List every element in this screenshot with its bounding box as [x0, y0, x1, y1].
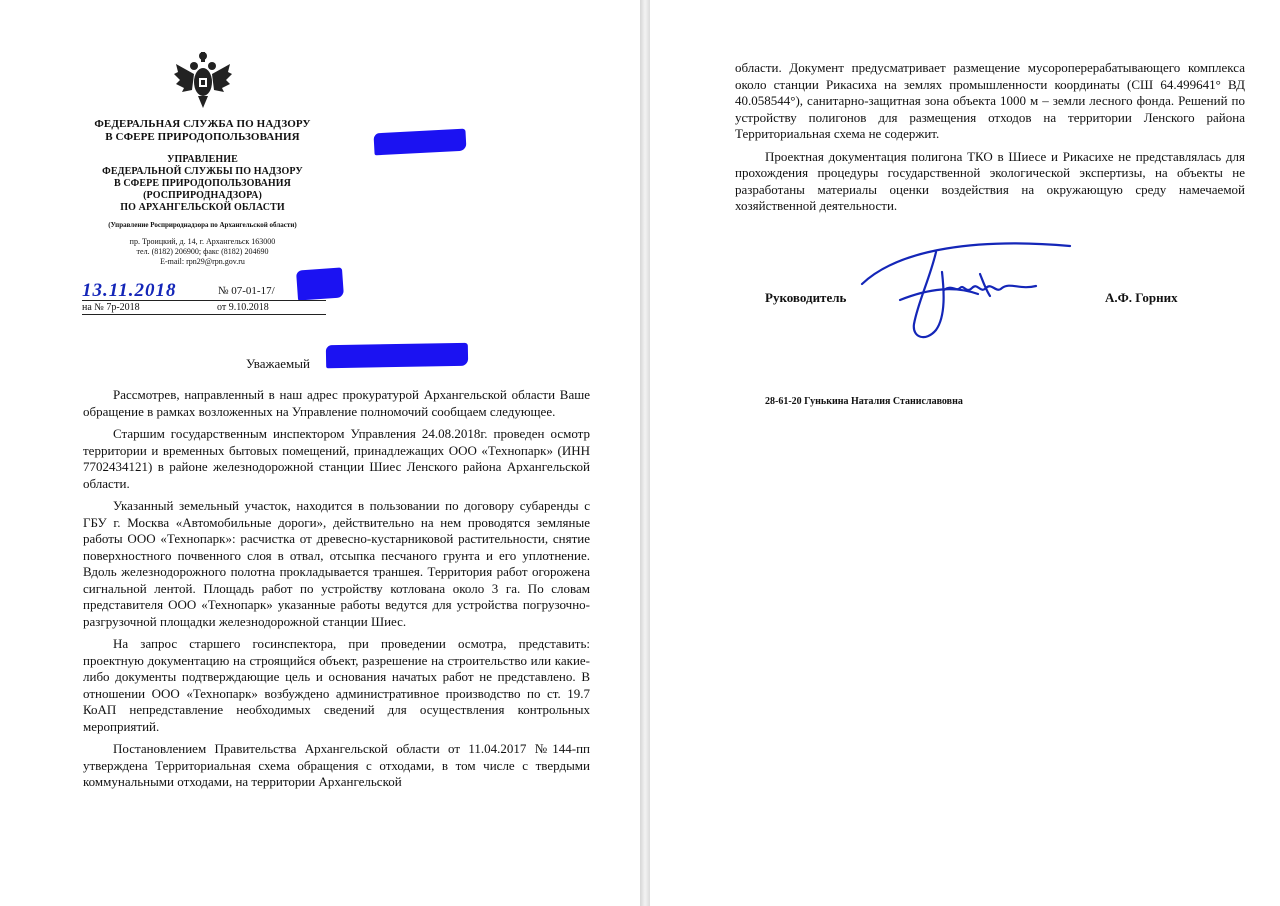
redaction-mark: [326, 343, 468, 368]
executor-contact: 28-61-20 Гунькина Наталия Станиславовна: [765, 396, 963, 407]
department-contacts: [70, 237, 335, 267]
paragraph: Старшим государственным инспектором Управления 24.08.2018г. проведен осмотр территории и временных бытовых помещений, принадлежащих ООО «Технопарк» (ИНН 7702434121) в районе железнодорожной станции Шиес Ленского района Архангельской области.: [83, 426, 590, 491]
paragraph: Проектная документация полигона ТКО в Шиесе и Рикасихе не представлялась для прохождения процедуры государственной экологической экспертизы, на объекты не разработаны материалы оценки воздействия на окружающую среду намечаемой хозяйственной деятельности.: [735, 148, 1245, 213]
paragraph: Указанный земельный участок, находится в пользовании по договору субаренды с ГБУ г. Москва «Автомобильные дороги», действительно на нем проводятся земляные работы ООО «Технопарк»: расчистка от древесно-кустарниковой растительности, снятие поверхностного почвенного слоя в отвал, отсыпка песчаного грунта и его уплотнение. Вдоль железнодорожного полотна прокладывается траншея. Территория работ огорожена сигнальной лентой. Площадь работ по устройству котлована около 3 га. По словам представителя ООО «Технопарк» указанные работы ведутся для устройства погрузочно-разгрузочной площадки железнодорожной станции Шиес.: [83, 498, 590, 629]
phones: тел. (8182) 206900; факс (8182) 204690: [136, 247, 269, 256]
department-short-name: (Управление Росприроднадзора по Архангельской области): [108, 221, 297, 229]
divider: [82, 314, 326, 315]
incoming-reference: на № 7р-2018: [82, 302, 140, 313]
letter-body-continued: [735, 60, 1245, 221]
handwritten-signature: [860, 238, 1080, 348]
divider: [82, 300, 326, 301]
paragraph: Рассмотрев, направленный в наш адрес прокуратурой Архангельской области Ваше обращение в рамках возложенных на Управление полномочий сообщаем следующее.: [83, 387, 590, 419]
email: E-mail: rpn29@rpn.gov.ru: [160, 257, 245, 266]
paragraph: На запрос старшего госинспектора, при проведении осмотра, представить: проектную документацию на строящийся объект, разрешение на строительство или какие-либо документы подтверждающие цель и основания начатых работ не представлено. В отношении ООО «Технопарк» возбуждено административное производство по ст. 19.7 КоАП непредставление необходимых сведений для осуществления контрольных мероприятий.: [83, 636, 590, 734]
letter-body: [83, 387, 590, 797]
service-name: ФЕДЕРАЛЬНАЯ СЛУЖБА ПО НАДЗОРУ В СФЕРЕ ПРИРОДОПОЛЬЗОВАНИЯ: [94, 118, 311, 143]
page-gap: [640, 0, 650, 906]
outgoing-number: № 07-01-17/: [218, 285, 275, 297]
coat-of-arms-emblem: [172, 48, 234, 110]
incoming-date: от 9.10.2018: [217, 302, 269, 313]
redaction-mark: [296, 267, 344, 300]
paragraph: области. Документ предусматривает размещение мусороперерабатывающего комплекса около станции Рикасиха на землях промышленности координаты (СШ 64.499641° ВД 40.058544°), санитарно-защитная зона объекта 1000 м – земли лесного фонда. Решений по устройству полигонов для размещения отходов на территории Ленского района Территориальная схема не содержит.: [735, 60, 1245, 141]
redaction-mark: [373, 129, 466, 156]
department-name: УПРАВЛЕНИЕ ФЕДЕРАЛЬНОЙ СЛУЖБЫ ПО НАДЗОРУ В СФЕРЕ ПРИРОДОПОЛЬЗОВАНИЯ (РОСПРИРОДНАДЗОРА) ПО АРХАНГЕЛЬСКОЙ ОБЛАСТИ: [102, 154, 303, 213]
signatory-title: Руководитель: [765, 290, 847, 305]
address: пр. Троицкий, д. 14, г. Архангельск 163000: [129, 237, 276, 246]
paragraph: Постановлением Правительства Архангельской области от 11.04.2017 №144-пп утверждена Территориальная схема обращения с отходами, в том числе с твердыми коммунальными отходами, на территории Архангельской: [83, 741, 590, 789]
greeting: Уважаемый: [246, 356, 310, 371]
signatory-name: А.Ф. Горних: [1105, 290, 1178, 305]
handwritten-date: 13.11.2018: [82, 280, 177, 301]
